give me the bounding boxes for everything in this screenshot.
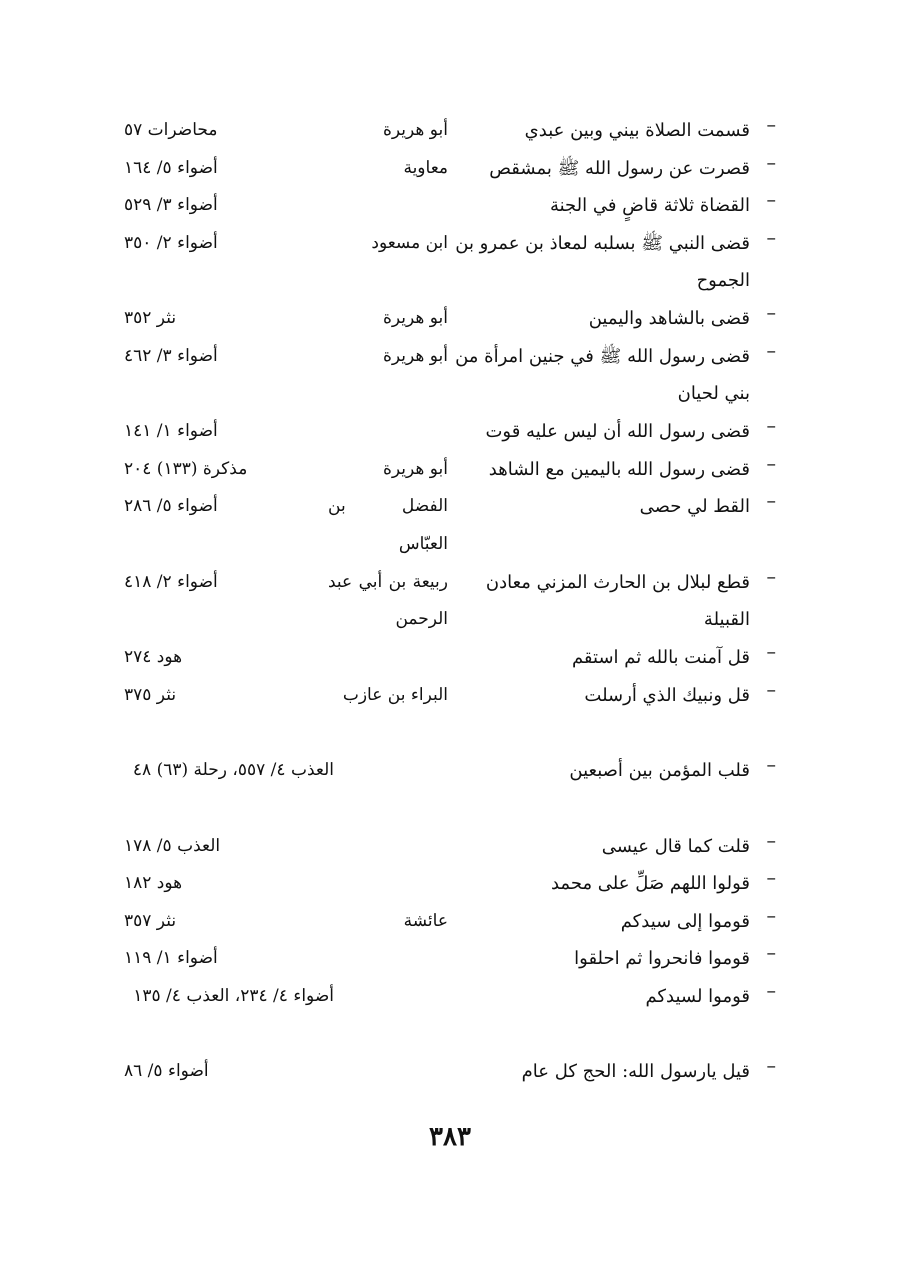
hadith-text: قوموا إلى سيدكم bbox=[620, 910, 750, 932]
list-dash: – bbox=[766, 490, 776, 513]
list-item bbox=[0, 978, 900, 1053]
list-item bbox=[0, 187, 900, 225]
list-item bbox=[0, 112, 900, 150]
list-dash: – bbox=[766, 565, 776, 588]
list-dash: – bbox=[766, 114, 776, 136]
list-item bbox=[0, 865, 900, 903]
source-reference: محاضرات ٥٧ bbox=[124, 120, 218, 140]
hadith-text: قلت كما قال عيسى bbox=[601, 835, 750, 857]
list-dash: – bbox=[766, 415, 776, 438]
list-dash: – bbox=[766, 754, 776, 777]
hadith-text: قيل يارسول الله: الحج كل عام bbox=[521, 1061, 750, 1083]
source-reference: أضواء ٥/ ١٦٤ bbox=[124, 157, 218, 178]
list-item bbox=[0, 488, 900, 563]
list-dash: – bbox=[766, 678, 776, 701]
list-dash: – bbox=[766, 904, 776, 927]
source-reference: أضواء ٣/ ٥٢٩ bbox=[124, 195, 218, 216]
source-reference: مذكرة (١٣٣) ٢٠٤ bbox=[124, 458, 248, 479]
hadith-text: القضاة ثلاثة قاضٍ في الجنة bbox=[549, 195, 750, 217]
list-dash: – bbox=[766, 452, 776, 475]
list-item bbox=[0, 752, 900, 827]
narrator: أبو هريرة bbox=[382, 308, 448, 329]
hadith-text: قصرت عن رسول الله ﷺ بمشقص bbox=[489, 157, 750, 179]
list-item bbox=[0, 451, 900, 489]
hadith-text: قضى رسول الله أن ليس عليه قوت bbox=[485, 421, 750, 443]
list-dash: – bbox=[766, 867, 776, 890]
hadith-text: قلب المؤمن بين أصبعين bbox=[569, 760, 750, 782]
list-item bbox=[0, 828, 900, 866]
list-dash: – bbox=[766, 339, 776, 362]
hadith-index-list bbox=[0, 112, 900, 1091]
source-reference: أضواء ٣/ ٤٦٢ bbox=[124, 345, 218, 366]
hadith-text: قوموا لسيدكم bbox=[645, 985, 750, 1007]
list-item bbox=[0, 150, 900, 188]
source-reference: نثر ٣٥٧ bbox=[124, 910, 177, 931]
source-reference: نثر ٣٧٥ bbox=[124, 684, 177, 705]
narrator: ربيعة بن أبي عبد الرحمن bbox=[328, 571, 448, 630]
list-dash: – bbox=[766, 942, 776, 965]
list-item bbox=[0, 639, 900, 677]
hadith-text: القط لي حصى bbox=[639, 496, 750, 518]
narrator: أبو هريرة bbox=[382, 345, 448, 366]
list-dash: – bbox=[766, 151, 776, 174]
narrator: عائشة bbox=[403, 910, 448, 931]
hadith-text: قولوا اللهم صَلِّ على محمد bbox=[550, 873, 750, 895]
list-dash: – bbox=[766, 1055, 776, 1078]
source-reference: أضواء ٥/ ٨٦ bbox=[124, 1061, 209, 1082]
list-item bbox=[0, 903, 900, 941]
list-dash: – bbox=[766, 189, 776, 212]
hadith-text: قضى رسول الله باليمين مع الشاهد bbox=[488, 458, 750, 480]
hadith-text: قل ونبيك الذي أرسلت bbox=[584, 684, 750, 706]
list-dash: – bbox=[766, 302, 776, 325]
hadith-text: قطع لبلال بن الحارث المزني معادن القبيلة bbox=[485, 571, 750, 631]
narrator: الفضل بن العبّاس bbox=[328, 496, 448, 554]
hadith-text: قسمت الصلاة بيني وبين عبدي bbox=[524, 120, 750, 141]
source-reference: أضواء ٢/ ٤١٨ bbox=[124, 571, 218, 592]
hadith-text: قضى بالشاهد واليمين bbox=[588, 308, 750, 330]
hadith-text: قوموا فانحروا ثم احلقوا bbox=[574, 948, 750, 970]
narrator: أبو هريرة bbox=[382, 458, 448, 479]
list-item bbox=[0, 940, 900, 978]
page-number: ٣٨٣ bbox=[429, 1122, 471, 1152]
narrator: البراء بن عازب bbox=[342, 684, 448, 705]
list-dash: – bbox=[766, 979, 776, 1002]
source-reference: أضواء ١/ ١٤١ bbox=[124, 421, 218, 442]
source-reference: هود ١٨٢ bbox=[124, 873, 183, 894]
source-reference: نثر ٣٥٢ bbox=[124, 308, 177, 329]
source-reference: العذب ٥/ ١٧٨ bbox=[124, 835, 221, 856]
source-reference: أضواء ٥/ ٢٨٦ bbox=[124, 496, 218, 517]
list-item bbox=[0, 677, 900, 752]
list-item bbox=[0, 564, 900, 639]
narrator: معاوية bbox=[403, 157, 448, 178]
source-reference: أضواء ١/ ١١٩ bbox=[124, 948, 218, 969]
list-item bbox=[0, 413, 900, 451]
list-item bbox=[0, 338, 900, 413]
list-item bbox=[0, 225, 900, 300]
hadith-text: قضى النبي ﷺ بسلبه لمعاذ بن عمرو بن الجموح bbox=[455, 232, 750, 292]
source-reference: هود ٢٧٤ bbox=[124, 647, 183, 668]
source-reference: أضواء ٢/ ٣٥٠ bbox=[124, 232, 218, 253]
narrator: أبو هريرة bbox=[382, 120, 448, 140]
list-dash: – bbox=[766, 829, 776, 852]
list-item bbox=[0, 300, 900, 338]
list-dash: – bbox=[766, 226, 776, 249]
hadith-text: قل آمنت بالله ثم استقم bbox=[571, 647, 750, 669]
list-dash: – bbox=[766, 641, 776, 664]
source-reference: أضواء ٤/ ٢٣٤، العذب ٤/ ١٣٥ bbox=[133, 985, 334, 1006]
hadith-text: قضى رسول الله ﷺ في جنين امرأة من بني لحيان bbox=[455, 345, 750, 405]
source-reference: العذب ٤/ ٥٥٧، رحلة (٦٣) ٤٨ bbox=[132, 760, 334, 781]
narrator: ابن مسعود bbox=[371, 232, 448, 253]
list-item bbox=[0, 1053, 900, 1091]
